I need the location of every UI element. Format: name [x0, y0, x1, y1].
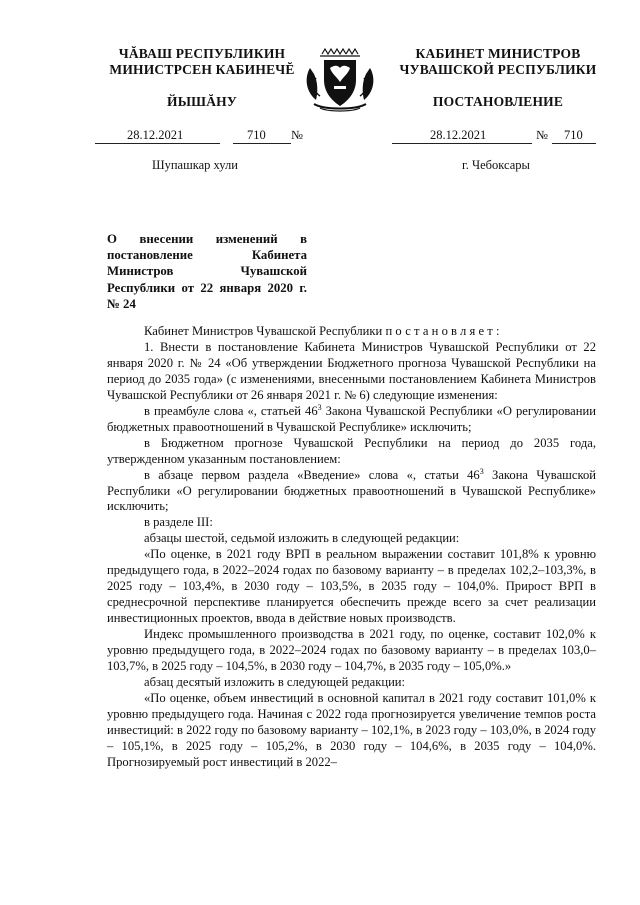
header-left-line2: МИНИСТРСЕН КАБИНЕЧĔ [109, 62, 295, 77]
paragraph: «По оценке, в 2021 году ВРП в реальном выражении составит 101,8% к уровню предыдущего года, в 2022–2024 годах по базовому варианту – в пределах 102,2–103,3%, в 2025 году – 103,4%, в 2030 году – 103,5%, в 2035 году – 104,0%. Прирост ВРП в среднесрочной перспективе планируется обеспечить прежде всего за счет реализации инвестиционных проектов, ввода в действие новых производств. [107, 547, 596, 626]
document-subject: О внесении изменений в постановление Кабинета Министров Чувашской Республики от 22 января 2020 г. № 24 [107, 232, 307, 311]
date-left-number-sign: № [291, 128, 303, 142]
paragraph: в Бюджетном прогнозе Чувашской Республики на период до 2035 года, утвержденном указанным постановлением: [107, 435, 596, 466]
header-right-line1: КАБИНЕТ МИНИСТРОВ [415, 46, 581, 61]
paragraph: «По оценке, объем инвестиций в основной капитал в 2021 году составит 101,0% к уровню предыдущего года. Начиная с 2022 года прогнозируется увеличение темпов роста инвестиций: в 2022 году по базовому варианту – 102,1%, в 2023 году – 103,0%, в 2024 году – 105,1%, в 2025 году – 105,2%, в 2030 году – 104,6%, в 2035 году – 104,0%. Прогнозируемый рост инвестиций в 2022– [107, 690, 596, 769]
number-underline [552, 143, 596, 144]
city-right: г. Чебоксары [462, 158, 530, 172]
text-part: в абзаце первом раздела «Введение» слова «, статьи 46 [144, 467, 480, 482]
intro-paragraph [107, 324, 596, 340]
header-left-doc-type: ЙЫШĂНУ [167, 94, 237, 109]
date-left-number: 710 [247, 128, 266, 142]
paragraph: абзацы шестой, седьмой изложить в следующей редакции: [144, 531, 460, 546]
header-right [393, 46, 603, 110]
document-body [107, 324, 596, 771]
date-line-right [392, 128, 607, 144]
header-right-line2: ЧУВАШСКОЙ РЕСПУБЛИКИ [399, 62, 597, 77]
date-underline [95, 143, 220, 144]
header-right-doc-type: ПОСТАНОВЛЕНИЕ [432, 94, 564, 109]
number-underline [233, 143, 291, 144]
paragraph: Индекс промышленного производства в 2021 году, по оценке, составит 102,0% к уровню предыдущего года, в 2022–2024 годах по базовому варианту – в пределах 103,0–103,7%, в 2025 году – 104,5%, в 2030 году – 104,7%, в 2035 году – 105,0%.» [107, 627, 596, 674]
city-left: Шупашкар хули [152, 158, 238, 172]
superscript: 3 [317, 402, 322, 412]
date-underline [392, 143, 532, 144]
paragraph: 1. Внести в постановление Кабинета Министров Чувашской Республики от 22 января 2020 г. № 24 «Об утверждении Бюджетного прогноза Чувашской Республики на период до 2035 года» (с изменениями, внесенными постановлением Кабинета Министров Чувашской Республики от 26 января 2021 г. № 6) следующие изменения: [107, 339, 596, 402]
text-part: Закона Чувашской Республики «О регулировании бюджетных правоотношений в Чувашской Республике» исключить; [107, 403, 596, 434]
text-part: Закона Чувашской Республики «О регулировании бюджетных правоотношений в Чувашской Республике» исключить; [107, 467, 596, 514]
intro-resolves: постановляет: [385, 324, 503, 338]
header-left [97, 46, 307, 110]
intro-text: Кабинет Министров Чувашской Республики [144, 324, 386, 338]
header-left-line1: ЧĂВАШ РЕСПУБЛИКИН [118, 46, 286, 61]
coat-of-arms-icon [300, 38, 380, 116]
paragraph: в разделе III: [144, 515, 213, 530]
paragraph: абзац десятый изложить в следующей редакции: [144, 674, 406, 689]
superscript: 3 [479, 466, 484, 476]
paragraph [107, 404, 596, 436]
date-line-left [95, 128, 310, 144]
text-part: в преамбуле слова «, статьей 46 [144, 403, 318, 418]
paragraph [107, 468, 596, 516]
date-right-number: 710 [564, 128, 583, 142]
date-right-date: 28.12.2021 [430, 128, 487, 142]
date-right-number-sign: № [536, 128, 548, 142]
date-left-date: 28.12.2021 [127, 128, 184, 142]
